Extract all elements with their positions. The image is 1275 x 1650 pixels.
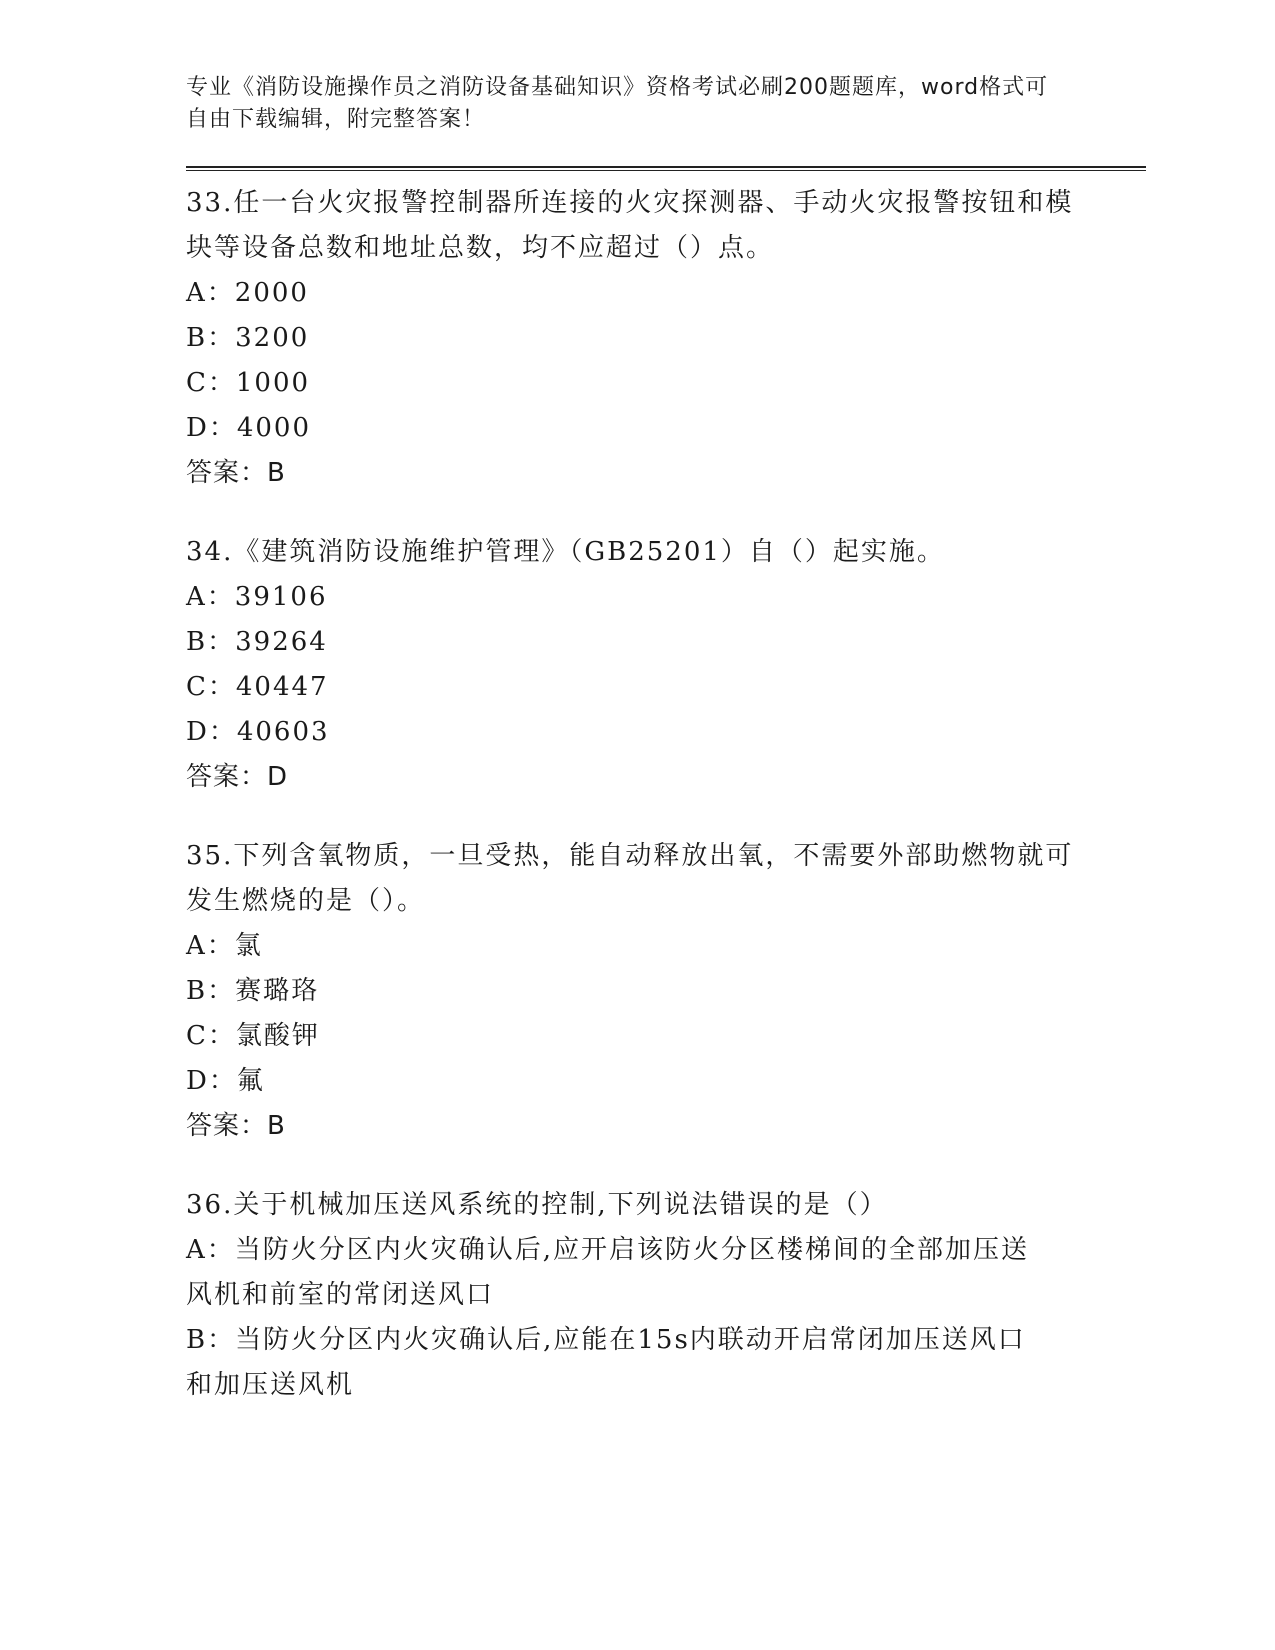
question-stem: 35.下列含氧物质，一旦受热，能自动释放出氧，不需要外部助燃物就可发生燃烧的是（）。 (186, 841, 1074, 916)
question-stem: 36.关于机械加压送风系统的控制,下列说法错误的是（） (186, 1190, 888, 1220)
option-c: C：1000 (186, 368, 311, 398)
option-d: D：氟 (186, 1066, 265, 1096)
option-d: D：40603 (186, 717, 330, 747)
answer: 答案：D (186, 762, 289, 792)
option-b: B：3200 (186, 323, 310, 353)
question-35 (186, 834, 1146, 1149)
question-36 (186, 1183, 1146, 1408)
option-c: C：氯酸钾 (186, 1021, 320, 1051)
question-34 (186, 530, 1146, 800)
question-stem: 33.任一台火灾报警控制器所连接的火灾探测器、手动火灾报警按钮和模块等设备总数和地址总数，均不应超过（）点。 (186, 188, 1074, 263)
option-a: A：氯 (186, 931, 263, 961)
answer: 答案：B (186, 1111, 286, 1141)
option-b: B：赛璐珞 (186, 976, 320, 1006)
option-b: B：当防火分区内火灾确认后,应能在15s内联动开启常闭加压送风口和加压送风机 (186, 1325, 1026, 1400)
option-a: A：当防火分区内火灾确认后,应开启该防火分区楼梯间的全部加压送风机和前室的常闭送风口 (186, 1235, 1030, 1310)
answer: 答案：B (186, 458, 286, 488)
option-a: A：39106 (186, 582, 328, 612)
document-header: 专业《消防设施操作员之消防设备基础知识》资格考试必刷200题题库，word格式可自由下载编辑，附完整答案！ (186, 75, 1049, 132)
header-divider (186, 166, 1146, 171)
document-page (186, 72, 1146, 1408)
option-a: A：2000 (186, 278, 309, 308)
option-b: B：39264 (186, 627, 328, 657)
option-c: C：40447 (186, 672, 329, 702)
option-d: D：4000 (186, 413, 312, 443)
question-stem: 34.《建筑消防设施维护管理》（GB25201）自（）起实施。 (186, 537, 945, 567)
question-33 (186, 181, 1146, 496)
